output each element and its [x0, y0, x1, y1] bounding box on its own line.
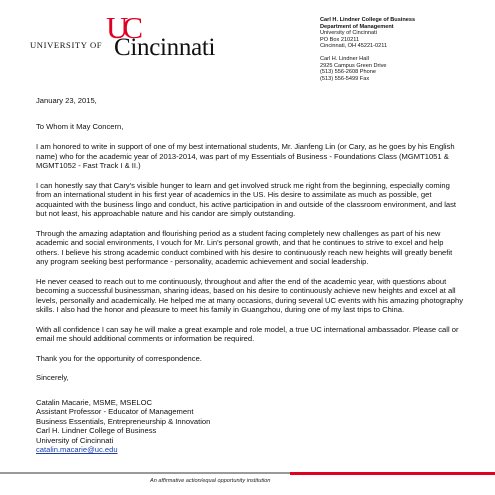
address-fax: (513) 556-5499 Fax	[320, 75, 370, 82]
footer-bar	[0, 472, 495, 475]
letter-paragraph: With all confidence I can say he will make a great example and role model, a true UC international ambassador. Please call or email me should additional comments or information be required.	[36, 324, 459, 343]
address-department: Department of Management	[320, 23, 394, 30]
uc-logo-mark: UC	[106, 10, 138, 45]
signature-name: Catalin Macarie, MSME, MSELOC	[36, 397, 153, 407]
address-city: Cincinnati, OH 45221-0211	[320, 43, 388, 50]
signature-university: University of Cincinnati	[36, 435, 114, 445]
address-street: 2925 Campus Green Drive	[320, 62, 387, 69]
university-logo	[30, 12, 220, 74]
address-hall: Carl H. Lindner Hall	[320, 55, 369, 62]
letter-paragraph: Through the amazing adaptation and flourishing period as a student facing completely new challenges as part of his new academic and social environments, I vouch for Mr. Lin's personal growth, and that he continues to strive to excel and help others. I believe his strong academic conduct combined with his desire to continuously reach new heights will greatly benefit any program seeking best performance - personality, academic achievement and social leadership.	[36, 228, 453, 266]
signature-college: Carl H. Lindner College of Business	[36, 426, 157, 435]
letter-body	[36, 96, 464, 455]
letter-closing: Sincerely,	[36, 373, 69, 382]
logo-university-of: UNIVERSITY OF	[30, 40, 103, 50]
email-link[interactable]: catalin.macarie@uc.edu	[36, 445, 118, 454]
logo-cincinnati: Cincinnati	[114, 34, 216, 61]
letter-date: January 23, 2015,	[36, 96, 97, 105]
letter-paragraph: He never ceased to reach out to me continuously, throughout and after the end of the academic year, with questions about becoming a successful businessman, sharing ideas, based on his desire to continuously achieve new heights and excel at all levels, personally and academically. He helped me at many occasions, during several UC events with his amazing photography skills. I also had the honor and pleasure to meet his family in Guangzhou, during one of my last trips to China.	[36, 276, 464, 314]
footer-text: An affirmative action/equal opportunity institution	[150, 478, 271, 484]
signature-block	[36, 398, 464, 455]
footer-bar-grey	[0, 472, 290, 474]
signature-program: Business Essentials, Entrepreneurship & Innovation	[36, 416, 211, 426]
letterhead-address	[320, 17, 490, 82]
address-university: University of Cincinnati	[320, 30, 377, 37]
letter-paragraph: I can honestly say that Cary's visible hunger to learn and get involved struck me right from the beginning, especially coming from an international student in his first year of academics in the US. His desire to assimilate as much as possible, get acquainted with the business lingo and conduct, his active participation in and outside of the classroom environment, and last but not least, his approachable nature and his candor are simply outstanding.	[36, 180, 457, 218]
address-po-box: PO Box 210211	[320, 36, 360, 43]
letter-salutation: To Whom it May Concern,	[36, 121, 124, 131]
letter-paragraph: I am honored to write in support of one of my best international students, Mr. Jianfeng Lin (or Cary, as he goes by his English name) who for the academic year of 2013-2014, was part of my Essentials of Business - Foundations Class (MGMT1051 & MGMT1052 - Fast Track I & II.)	[36, 142, 455, 170]
address-phone: (513) 556-2608 Phone	[320, 69, 376, 76]
footer-bar-red	[290, 472, 495, 475]
signature-title: Assistant Professor - Educator of Management	[36, 407, 194, 416]
address-college: Carl H. Lindner College of Business	[320, 17, 416, 23]
letter-paragraph: Thank you for the opportunity of correspondence.	[36, 353, 202, 363]
